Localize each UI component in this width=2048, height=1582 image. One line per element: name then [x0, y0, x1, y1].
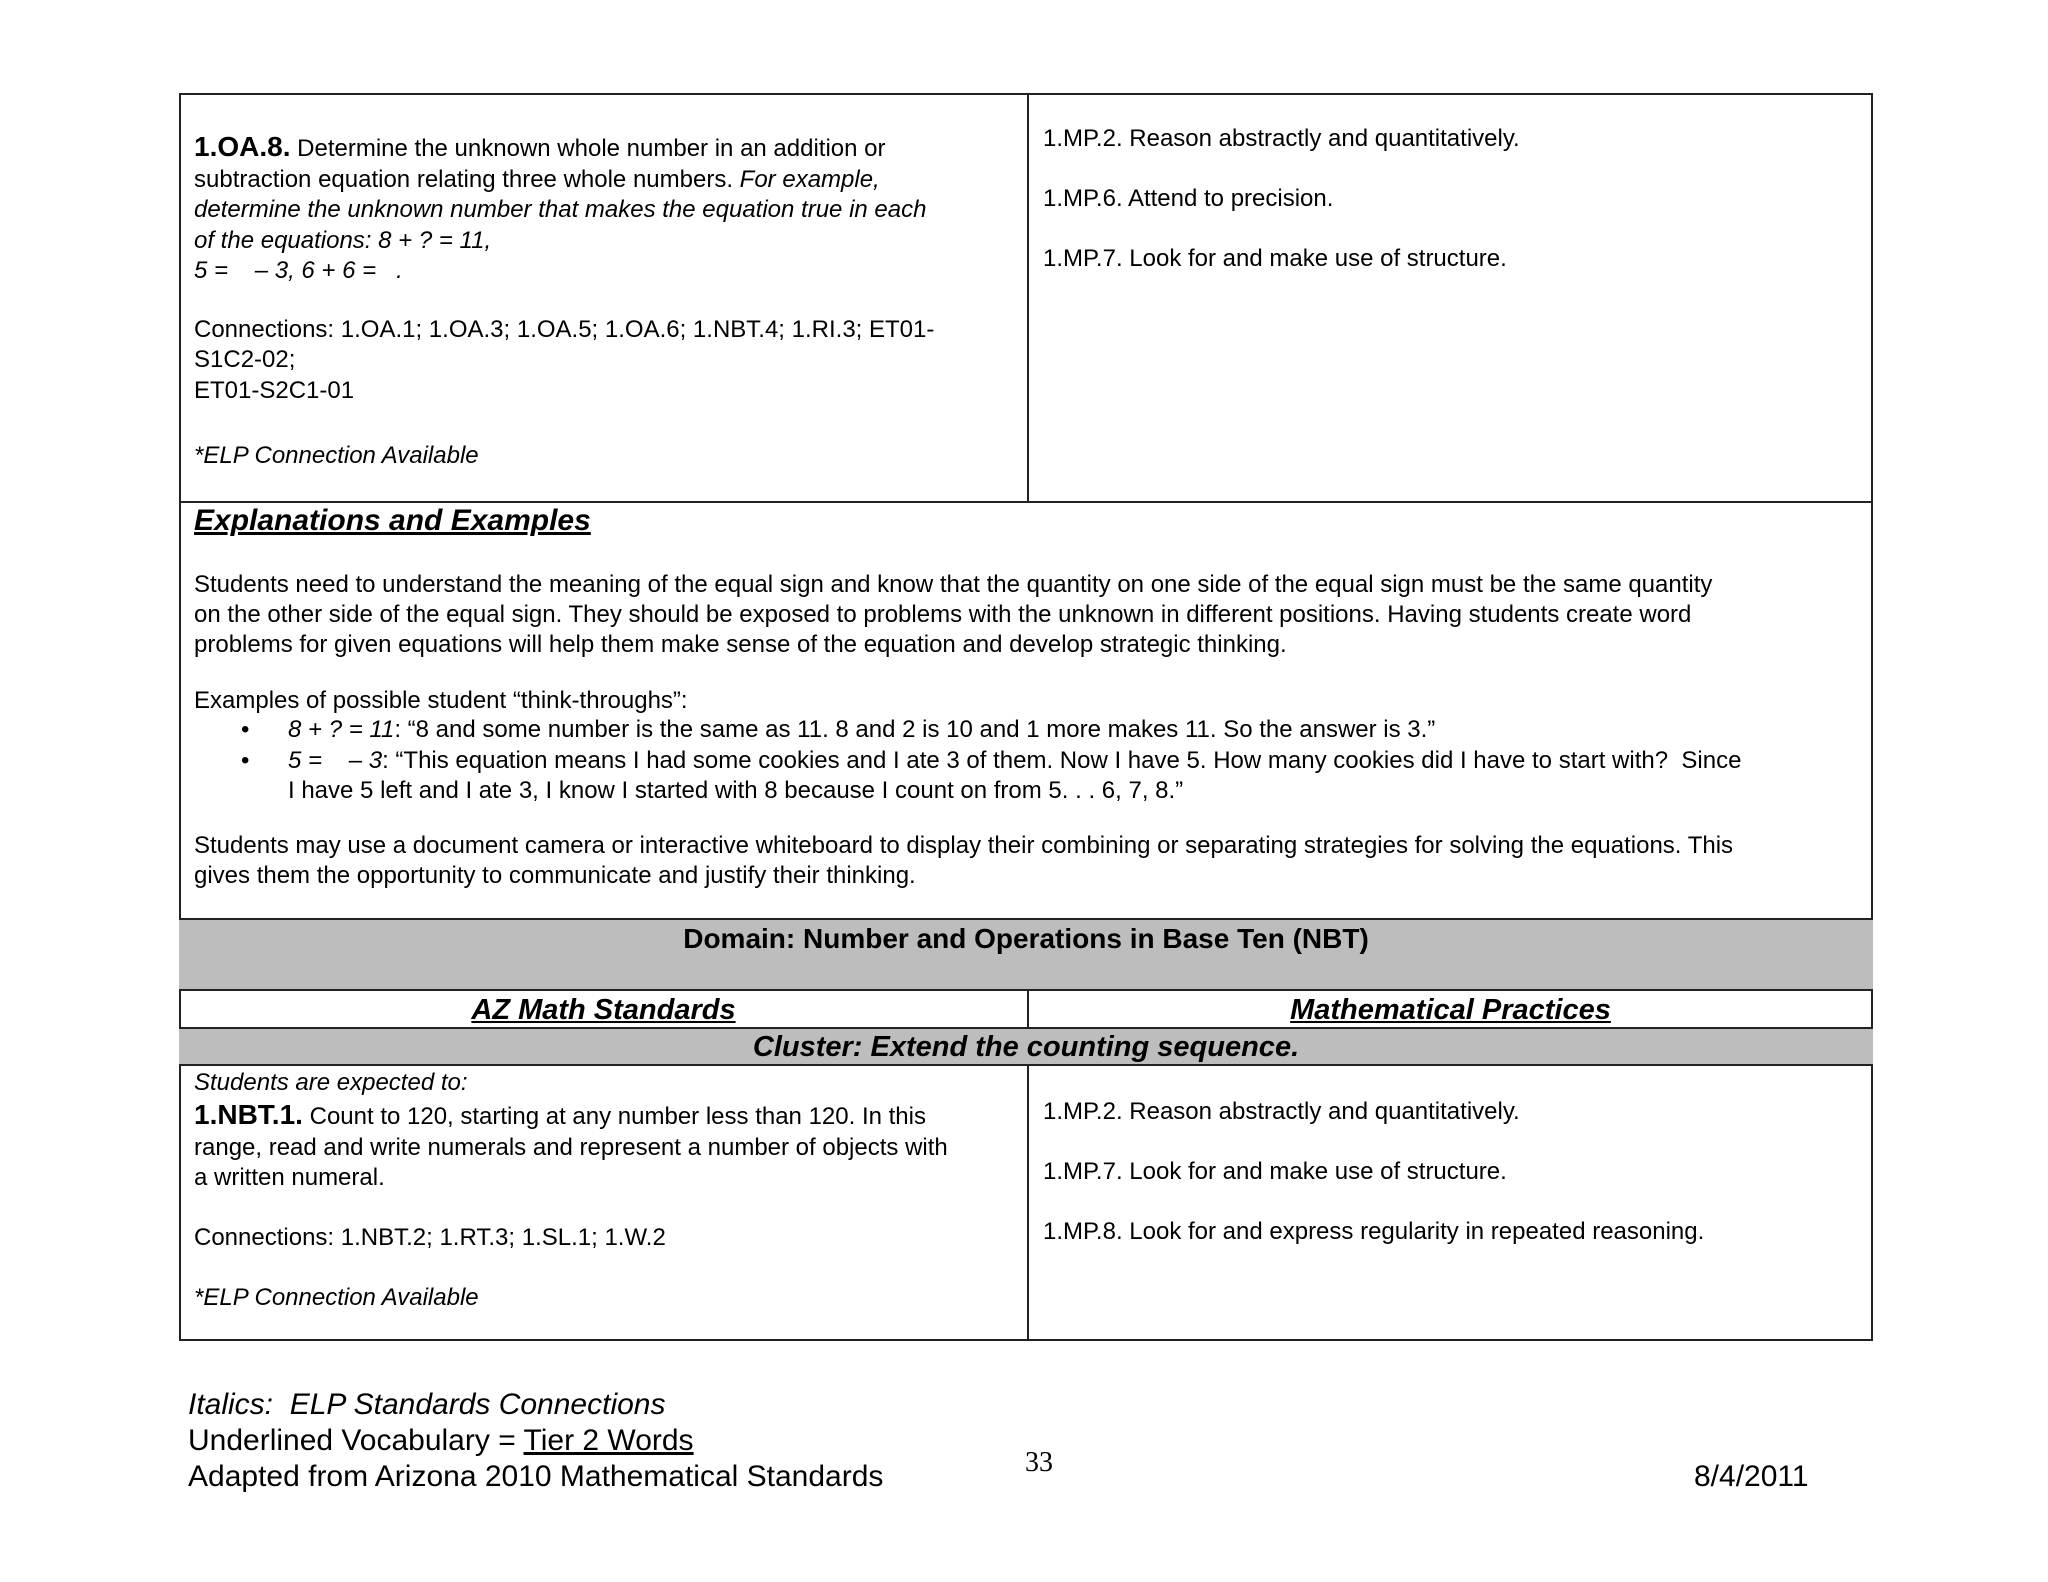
bullet-1: [288, 715, 1435, 745]
standard-oa8-line2-italic: For example,: [739, 166, 880, 193]
column-header-az-math-standards: AZ Math Standards: [471, 994, 736, 1026]
domain-banner-title: Domain: Number and Operations in Base Ten (NBT): [683, 923, 1369, 954]
bullet-2: [288, 746, 1741, 776]
standard-oa8-line4: of the equations: 8 + ? = 11,: [194, 227, 492, 254]
explanations-para2-line1: Students may use a document camera or interactive whiteboard to display their combining or separating strategies for solving the equations. This: [194, 832, 1734, 859]
nbt1-line2: range, read and write numerals and represent a number of objects with: [194, 1134, 948, 1161]
cluster-title: [179, 1030, 1873, 1064]
standard-oa8-text: Determine the unknown whole number in an addition or: [290, 135, 886, 162]
footer-legend-underlined-prefix: Underlined Vocabulary =: [188, 1424, 524, 1457]
explanations-para1-line1: Students need to understand the meaning of the equal sign and know that the quantity on one side of the equal sign must be the same quantity: [194, 571, 1713, 598]
footer-date: 8/4/2011: [1694, 1460, 1809, 1493]
bullet-1-text: : “8 and some number is the same as 11. 8 and 2 is 10 and 1 more makes 11. So the answer is 3.”: [394, 716, 1436, 743]
standard-oa8-line3: determine the unknown number that makes the equation true in each: [194, 196, 927, 223]
standard-oa8-line2: [194, 165, 880, 195]
practice-oa8-mp2: 1.MP.2. Reason abstractly and quantitatively.: [1043, 125, 1520, 152]
practice-nbt1-mp7: 1.MP.7. Look for and make use of structure.: [1043, 1158, 1507, 1185]
bullet-2-line2: I have 5 left and I ate 3, I know I started with 8 because I count on from 5. . . 6, 7, 8.”: [288, 777, 1184, 804]
bullet-2-text: : “This equation means I had some cookies and I ate 3 of them. Now I have 5. How many cookies did I have to start with? Since: [382, 747, 1742, 774]
footer-page-number: 33: [1025, 1447, 1053, 1478]
cluster-label: Cluster: [752, 1031, 853, 1063]
standard-oa8-elp: *ELP Connection Available: [194, 442, 479, 469]
nbt1-elp: *ELP Connection Available: [194, 1284, 479, 1311]
bullet-1-equation: 8 + ? = 11: [288, 716, 395, 743]
examples-intro: Examples of possible student “think-throughs”:: [194, 687, 688, 714]
standard-oa8-line2-plain: subtraction equation relating three whole numbers.: [194, 166, 740, 193]
footer-adapted: Adapted from Arizona 2010 Mathematical Standards: [188, 1460, 884, 1493]
practice-nbt1-mp2: 1.MP.2. Reason abstractly and quantitatively.: [1043, 1098, 1520, 1125]
footer-legend-tier2-words: Tier 2 Words: [523, 1424, 694, 1457]
explanations-para2-line2: gives them the opportunity to communicate and justify their thinking.: [194, 862, 916, 889]
standard-oa8-connections-3: ET01-S2C1-01: [194, 377, 355, 404]
divider-v-top: [1027, 93, 1029, 502]
bullet-2-equation: 5 = – 3: [288, 747, 383, 774]
column-header-mathematical-practices: Mathematical Practices: [1290, 994, 1611, 1026]
bullet-2-dot: •: [241, 747, 250, 774]
practice-oa8-mp7: 1.MP.7. Look for and make use of structure.: [1043, 245, 1507, 272]
practice-oa8-mp6: 1.MP.6. Attend to precision.: [1043, 185, 1334, 212]
standard-oa8-line1: [194, 132, 886, 164]
standard-oa8-line5: 5 = – 3, 6 + 6 = .: [194, 257, 403, 284]
footer-legend-underlined: [188, 1423, 694, 1459]
bullet-1-dot: •: [241, 716, 250, 743]
nbt1-intro: Students are expected to:: [194, 1069, 468, 1096]
standard-oa8-connections-2: S1C2-02;: [194, 346, 296, 373]
nbt1-connections: Connections: 1.NBT.2; 1.RT.3; 1.SL.1; 1.W.2: [194, 1224, 666, 1251]
nbt1-text: Count to 120, starting at any number less than 120. In this: [302, 1103, 926, 1130]
nbt1-code: 1.NBT.1.: [194, 1099, 303, 1130]
footer-legend-italics: Italics: ELP Standards Connections: [188, 1388, 666, 1421]
nbt1-line3: a written numeral.: [194, 1164, 385, 1191]
cluster-text: : Extend the counting sequence.: [852, 1031, 1300, 1063]
standard-oa8-connections-1: Connections: 1.OA.1; 1.OA.3; 1.OA.5; 1.OA.6; 1.NBT.4; 1.RI.3; ET01-: [194, 316, 935, 343]
nbt1-line1: [194, 1100, 926, 1132]
divider-v-bottom: [1027, 1065, 1029, 1341]
standard-oa8-code: 1.OA.8.: [194, 131, 291, 162]
explanations-heading: Explanations and Examples: [194, 504, 591, 537]
explanations-para1-line2: on the other side of the equal sign. They should be exposed to problems with the unknown in different positions. Having students create word: [194, 601, 1692, 628]
practice-nbt1-mp8: 1.MP.8. Look for and express regularity in repeated reasoning.: [1043, 1218, 1705, 1245]
explanations-para1-line3: problems for given equations will help them make sense of the equation and develop strategic thinking.: [194, 631, 1287, 658]
